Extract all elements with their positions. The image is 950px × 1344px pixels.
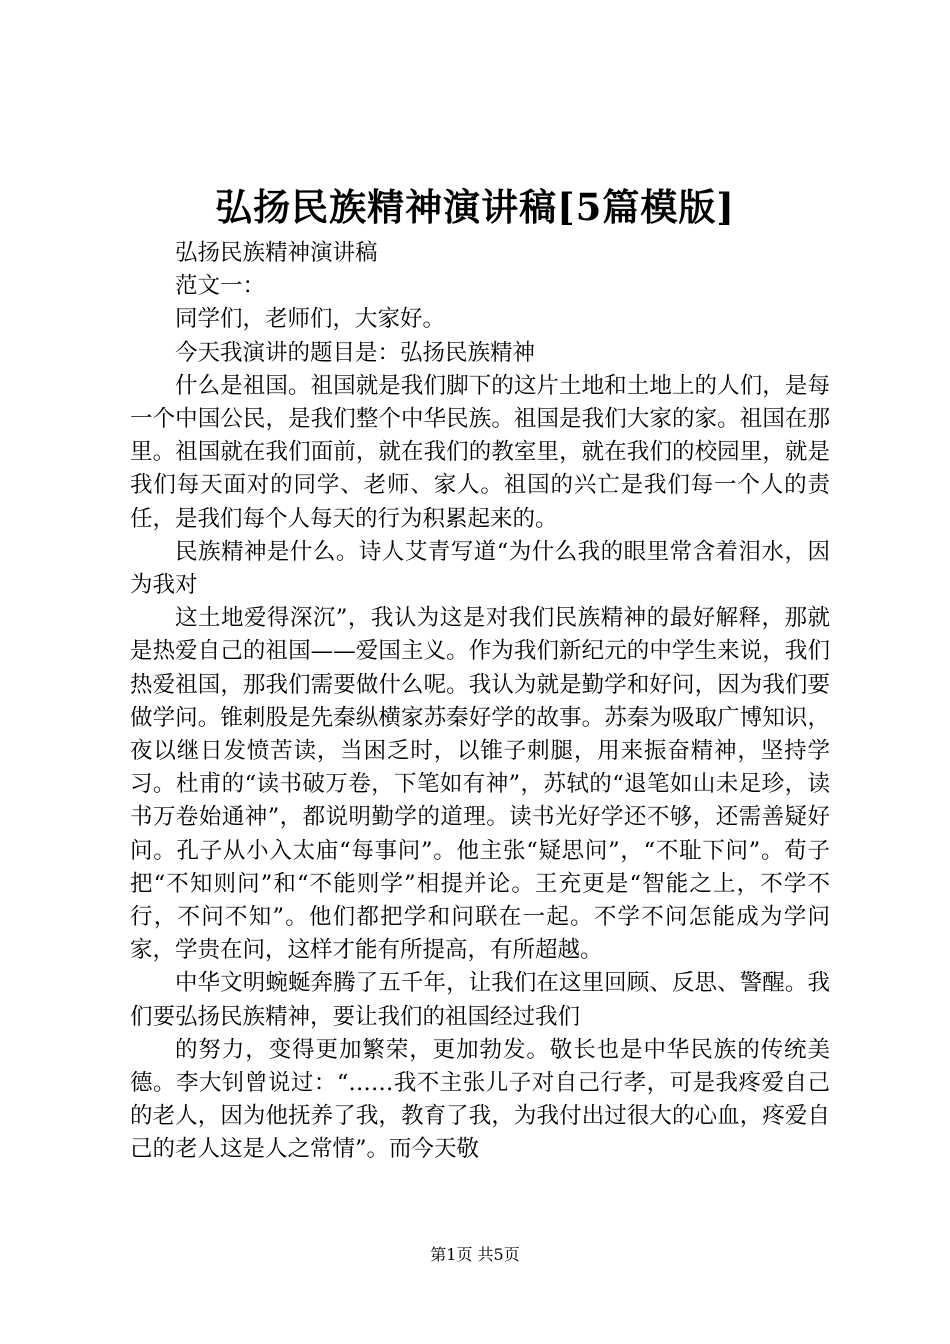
- document-title: 弘扬民族精神演讲稿[5篇模版]: [215, 185, 735, 229]
- paragraph: 这土地爱得深沉”，我认为这是对我们民族精神的最好解释，那就是热爱自己的祖国——爱国主义。作为我们新纪元的中学生来说，我们热爱祖国，那我们需要做什么呢。我认为就是勤学和好问，因为我们要做学问。锥刺股是先秦纵横家苏秦好学的故事。苏秦为吸取广博知识，夜以继日发愤苦读，当困乏时，以锥子刺腿，用来振奋精神，坚持学习。杜甫的“读书破万卷，下笔如有神”，苏轼的“退笔如山未足珍，读书万卷始通神”，都说明勤学的道理。读书光好学还不够，还需善疑好问。孔子从小入太庙“每事问”。他主张“疑思问”，“不耻下问”。荀子把“不知则问”和“不能则学”相提并论。王充更是“智能之上，不学不行，不问不知”。他们都把学和问联在一起。不学不问怎能成为学问家，学贵在问，这样才能有所提高，有所超越。: [130, 605, 830, 964]
- paragraph: 什么是祖国。祖国就是我们脚下的这片土地和土地上的人们，是每一个中国公民，是我们整个中华民族。祖国是我们大家的家。祖国在那里。祖国就在我们面前，就在我们的教室里，就在我们的校园里，就是我们每天面对的同学、老师、家人。祖国的兴亡是我们每一个人的责任，是我们每个人每天的行为积累起来的。: [130, 372, 830, 532]
- paragraph: 的努力，变得更加繁荣，更加勃发。敬长也是中华民族的传统美德。李大钊曾说过：“……我不主张儿子对自己行孝，可是我疼爱自己的老人，因为他抚养了我，教育了我，为我付出过很大的心血，疼爱自己的老人这是人之常情”。而今天敬: [130, 1036, 830, 1163]
- paragraph-greeting: 同学们，老师们，大家好。: [175, 306, 446, 333]
- document-body: [130, 237, 830, 1167]
- paragraph-sample-label: 范文一：: [175, 273, 266, 300]
- paragraph-heading: 弘扬民族精神演讲稿: [175, 240, 378, 266]
- paragraph-topic: 今天我演讲的题目是：弘扬民族精神: [175, 339, 536, 366]
- page-number: 第1页 共5页: [430, 1245, 520, 1264]
- paragraph: 民族精神是什么。诗人艾青写道“为什么我的眼里常含着泪水，因为我对: [130, 538, 830, 599]
- paragraph: 中华文明蜿蜒奔腾了五千年，让我们在这里回顾、反思、警醒。我们要弘扬民族精神，要让我们的祖国经过我们: [130, 970, 830, 1030]
